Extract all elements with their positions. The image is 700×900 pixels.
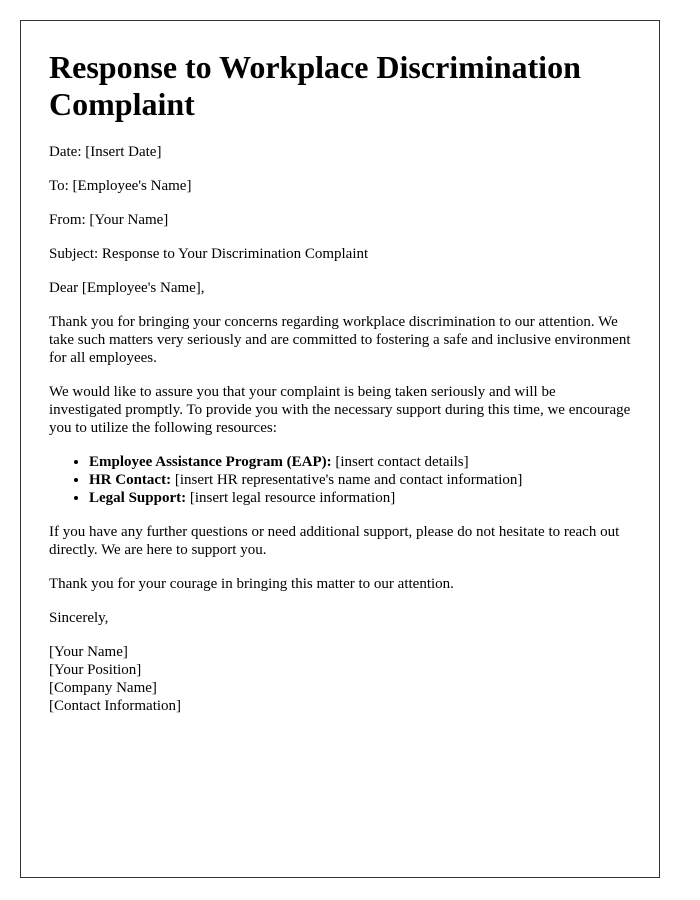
resource-text: [insert HR representative's name and contact information]	[171, 472, 523, 488]
resource-item-hr	[89, 471, 631, 489]
resource-label: Employee Assistance Program (EAP):	[89, 454, 332, 470]
resource-item-legal	[89, 489, 631, 507]
resource-item-eap	[89, 453, 631, 471]
signature-block	[49, 643, 631, 715]
signature-contact: [Contact Information]	[49, 698, 182, 714]
subject-line: Subject: Response to Your Discrimination Complaint	[49, 246, 369, 262]
resource-list	[49, 453, 631, 507]
signature-position: [Your Position]	[49, 662, 142, 678]
resource-text: [insert contact details]	[331, 454, 469, 470]
body-paragraph-3: If you have any further questions or need additional support, please do not hesitate to reach out directly. We are here to support you.	[49, 524, 620, 558]
date-line: Date: [Insert Date]	[49, 144, 162, 160]
body-paragraph-1: Thank you for bringing your concerns regarding workplace discrimination to our attention. We take such matters very seriously and are committed to fostering a safe and inclusive environment for all employees.	[49, 314, 631, 366]
salutation: Dear [Employee's Name],	[49, 280, 205, 296]
letter-page	[20, 20, 660, 878]
body-paragraph-4: Thank you for your courage in bringing this matter to our attention.	[49, 576, 454, 592]
from-line: From: [Your Name]	[49, 212, 169, 228]
resource-text: [insert legal resource information]	[186, 490, 396, 506]
resource-label: Legal Support:	[89, 490, 187, 506]
to-line: To: [Employee's Name]	[49, 178, 192, 194]
signature-name: [Your Name]	[49, 644, 128, 660]
closing: Sincerely,	[49, 610, 109, 626]
body-paragraph-2: We would like to assure you that your complaint is being taken seriously and will be investigated promptly. To provide you with the necessary support during this time, we encourage you to utilize the following resources:	[49, 384, 631, 436]
resource-label: HR Contact:	[89, 472, 172, 488]
signature-company: [Company Name]	[49, 680, 157, 696]
letter-title: Response to Workplace Discrimination Complaint	[49, 49, 581, 122]
